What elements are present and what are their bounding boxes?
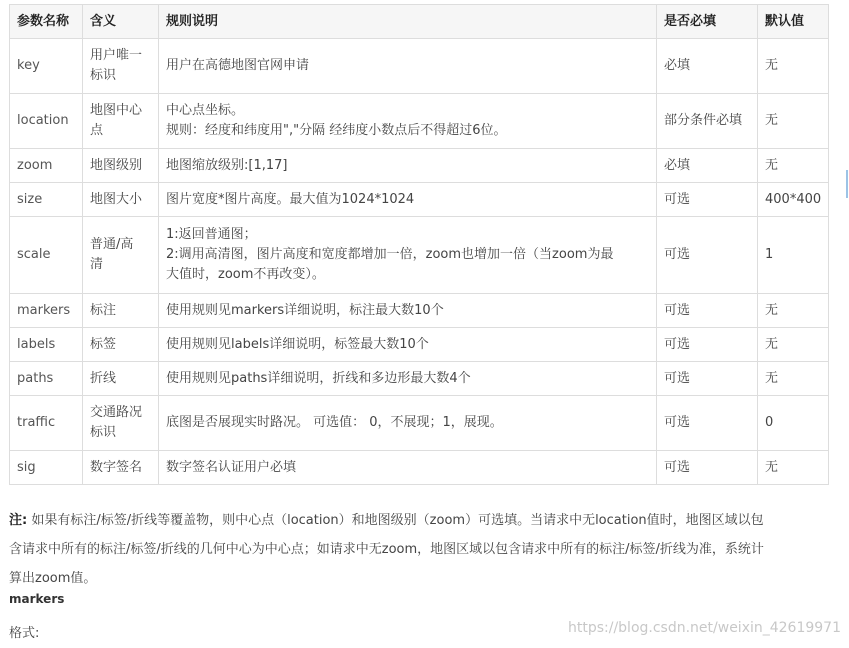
rule-line: 数字签名认证用户必填 [166, 459, 297, 475]
param-default: 无 [758, 328, 829, 362]
section-title-markers: markers [9, 592, 65, 606]
param-required: 可选 [657, 396, 758, 451]
table-row [10, 396, 829, 451]
param-default: 1 [758, 217, 829, 294]
param-meaning: 折线 [83, 362, 159, 396]
rule-line: 使用规则见labels详细说明，标签最大数10个 [166, 336, 429, 352]
table-row [10, 39, 829, 94]
meaning-line: 交通路况 [90, 405, 143, 420]
table-row [10, 217, 829, 294]
param-meaning: 地图级别 [83, 149, 159, 183]
rule-line: 使用规则见markers详细说明，标注最大数10个 [166, 302, 444, 318]
table-row [10, 294, 829, 328]
param-required: 可选 [657, 294, 758, 328]
param-name: scale [10, 217, 83, 294]
param-default: 无 [758, 94, 829, 149]
param-required: 可选 [657, 183, 758, 217]
rule-line: 大值时，zoom不再改变）。 [166, 267, 325, 282]
param-meaning: 标注 [83, 294, 159, 328]
header-meaning: 含义 [83, 5, 159, 39]
rule-line: 1:返回普通图； [166, 227, 257, 242]
table-row [10, 183, 829, 217]
rule-line: 地图缩放级别:[1,17] [166, 157, 288, 173]
param-rule [159, 396, 657, 451]
param-meaning [83, 396, 159, 451]
param-required: 可选 [657, 328, 758, 362]
table-row [10, 362, 829, 396]
param-meaning: 标签 [83, 328, 159, 362]
header-required: 是否必填 [657, 5, 758, 39]
parameter-table [9, 4, 829, 485]
param-rule [159, 294, 657, 328]
param-required: 必填 [657, 39, 758, 94]
watermark: https://blog.csdn.net/weixin_42619971 [567, 620, 841, 636]
param-meaning: 地图大小 [83, 183, 159, 217]
param-name: markers [10, 294, 83, 328]
param-meaning: 数字签名 [83, 451, 159, 485]
param-default: 无 [758, 39, 829, 94]
param-default: 400*400 [758, 183, 829, 217]
meaning-line: 用户唯一 [90, 48, 143, 63]
param-name: location [10, 94, 83, 149]
meaning-line: 标识 [90, 425, 117, 440]
param-meaning [83, 39, 159, 94]
header-rule: 规则说明 [159, 5, 657, 39]
format-label: 格式: [9, 626, 40, 641]
header-param-name: 参数名称 [10, 5, 83, 39]
rule-line: 使用规则见paths详细说明，折线和多边形最大数4个 [166, 370, 471, 386]
meaning-line: 点 [90, 123, 104, 138]
meaning-line: 普通/高 [90, 237, 134, 252]
rule-line: 图片宽度*图片高度。最大值为1024*1024 [166, 191, 415, 207]
param-rule [159, 39, 657, 94]
param-name: size [10, 183, 83, 217]
rule-line: 底图是否展现实时路况。 可选值： 0，不展现；1，展现。 [166, 415, 503, 430]
note-text-line: 如果有标注/标签/折线等覆盖物，则中心点（location）和地图级别（zoom）可选填。当请求中无location值时，地图区域以包 [27, 513, 764, 528]
param-rule [159, 328, 657, 362]
param-required: 可选 [657, 451, 758, 485]
param-required: 部分条件必填 [657, 94, 758, 149]
meaning-line: 标识 [90, 68, 117, 83]
param-name: labels [10, 328, 83, 362]
param-default: 无 [758, 362, 829, 396]
param-meaning [83, 217, 159, 294]
param-rule [159, 451, 657, 485]
param-rule [159, 362, 657, 396]
meaning-line: 地图中心 [90, 103, 143, 118]
rule-line: 中心点坐标。 [166, 103, 245, 118]
param-default: 无 [758, 294, 829, 328]
param-rule [159, 149, 657, 183]
table-row [10, 94, 829, 149]
param-rule [159, 183, 657, 217]
param-name: zoom [10, 149, 83, 183]
param-default: 无 [758, 451, 829, 485]
param-name: key [10, 39, 83, 94]
table-row [10, 149, 829, 183]
rule-line: 规则：经度和纬度用","分隔 经纬度小数点后不得超过6位。 [166, 123, 507, 138]
param-meaning [83, 94, 159, 149]
param-name: traffic [10, 396, 83, 451]
side-accent-bar [846, 170, 848, 198]
table-row [10, 451, 829, 485]
note-paragraph [9, 506, 834, 593]
param-default: 无 [758, 149, 829, 183]
rule-line: 用户在高德地图官网申请 [166, 58, 310, 73]
param-name: paths [10, 362, 83, 396]
param-rule [159, 217, 657, 294]
param-name: sig [10, 451, 83, 485]
note-text-line: 算出zoom值。 [9, 571, 97, 586]
note-text-line: 含请求中所有的标注/标签/折线的几何中心为中心点；如请求中无zoom，地图区域以包含请求中所有的标注/标签/折线为准，系统计 [9, 542, 764, 557]
meaning-line: 清 [90, 257, 104, 272]
header-default: 默认值 [758, 5, 829, 39]
param-required: 可选 [657, 362, 758, 396]
param-rule [159, 94, 657, 149]
note-label: 注: [9, 513, 28, 528]
rule-line: 2:调用高清图，图片高度和宽度都增加一倍，zoom也增加一倍（当zoom为最 [166, 247, 614, 262]
param-required: 可选 [657, 217, 758, 294]
table-header-row [10, 5, 829, 39]
table-row [10, 328, 829, 362]
param-required: 必填 [657, 149, 758, 183]
param-default: 0 [758, 396, 829, 451]
